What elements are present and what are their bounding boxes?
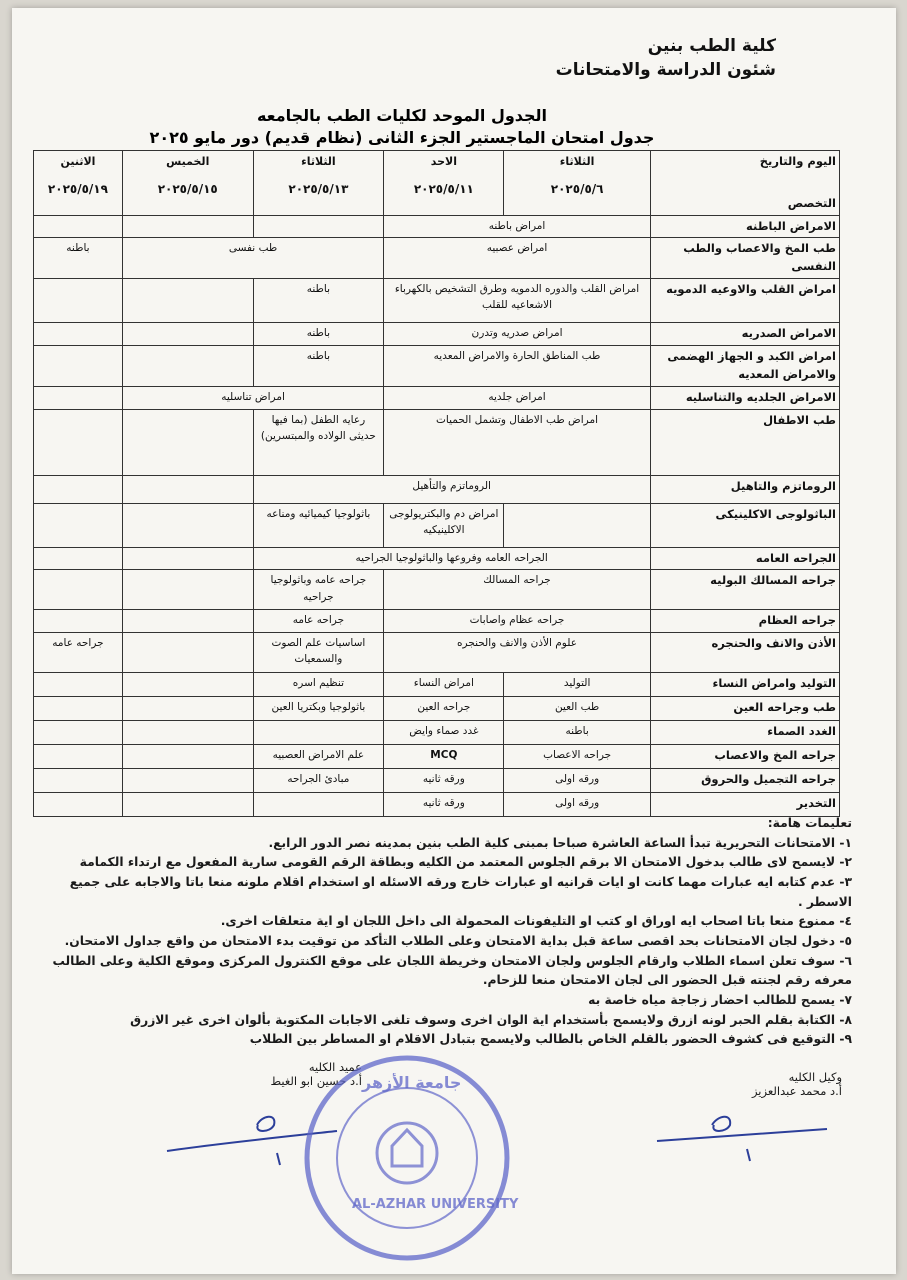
exam-cell — [34, 279, 123, 323]
exam-cell: جراحه الاعصاب — [504, 745, 650, 769]
exam-cell — [122, 697, 253, 721]
table-row — [34, 721, 840, 745]
table-row — [34, 610, 840, 633]
exam-cell: باطنه — [253, 323, 384, 346]
table-row — [34, 215, 840, 238]
exam-cell — [122, 570, 253, 610]
day-header: الخميس ٢٠٢٥/٥/١٥ — [122, 151, 253, 216]
table-row — [34, 386, 840, 409]
instruction-item: ١- الامتحانات التحريرية تبدأ الساعة العاشرة صباحا بمبنى كلية الطب بنين بمدينه نصر الدور الرابع. — [268, 835, 852, 850]
instruction-item: ٨- الكتابة بقلم الحبر لونه ازرق ولايسمح بأستخدام اية الوان اخرى وسوف تلغى الاجابات المكتوبة بألوان اخرى غير الازرق — [130, 1012, 852, 1027]
specialty-cell: امراض القلب والاوعيه الدمويه — [650, 279, 839, 323]
instruction-item: ٧- يسمح للطالب احضار زجاجة مياه خاصة به — [588, 993, 852, 1008]
specialty-cell: التخدير — [650, 793, 839, 817]
table-row — [34, 503, 840, 547]
exam-cell: باطنه — [504, 721, 650, 745]
exam-cell — [34, 769, 123, 793]
specialty-cell: التوليد وامراض النساء — [650, 673, 839, 697]
day-header: الاحد ٢٠٢٥/٥/١١ — [384, 151, 504, 216]
table-row — [34, 697, 840, 721]
schedule-subtitle: جدول امتحان الماجستير الجزء الثانى (نظام قديم) دور مايو ٢٠٢٥ — [149, 128, 655, 147]
exam-cell — [253, 215, 384, 238]
specialty-cell: الجراحه العامه — [650, 547, 839, 570]
specialty-cell: الامراض الجلديه والتناسليه — [650, 386, 839, 409]
university-stamp — [292, 1048, 522, 1268]
exam-cell — [34, 346, 123, 387]
table-row — [34, 673, 840, 697]
specialty-cell: طب الاطفال — [650, 409, 839, 475]
dean-name: أ.د حسين ابو الغيط — [270, 1074, 362, 1088]
exam-cell — [122, 346, 253, 387]
specialty-cell: الباثولوجى الاكلينيكى — [650, 503, 839, 547]
exam-cell — [122, 475, 253, 503]
exam-cell — [34, 475, 123, 503]
day-header: الاثنين ٢٠٢٥/٥/١٩ — [34, 151, 123, 216]
day-date-label: اليوم والتاريخ — [759, 154, 836, 168]
table-row — [34, 633, 840, 673]
exam-cell — [122, 610, 253, 633]
exam-cell — [122, 745, 253, 769]
instruction-item: ٢- لايسمح لاى طالب بدخول الامتحان الا برقم الجلوس المعتمد من الكليه وبطاقة الرقم القومى سارية المفعول مع ارتداء الكمامة — [79, 855, 852, 870]
exam-cell — [122, 673, 253, 697]
specialty-cell: الامراض الباطنه — [650, 215, 839, 238]
vice-dean-title: وكيل الكليه — [788, 1070, 842, 1084]
exam-cell — [253, 721, 384, 745]
exam-cell: امراض النساء — [384, 673, 504, 697]
specialty-cell: طب المخ والاعصاب والطب النفسى — [650, 238, 839, 279]
instruction-item: ٩- التوقيع فى كشوف الحضور بالقلم الخاص بالطالب ولايسمح بتبادل الاقلام او المساطر بين الطلاب — [249, 1032, 852, 1047]
exam-cell: ورقه اولى — [504, 769, 650, 793]
exam-cell — [34, 673, 123, 697]
exam-cell: امراض طب الاطفال وتشمل الحميات — [384, 409, 651, 475]
specialty-cell: الأذن والانف والحنجره — [650, 633, 839, 673]
table-row — [34, 475, 840, 503]
exam-cell — [34, 547, 123, 570]
table-row — [34, 745, 840, 769]
exam-cell: MCQ — [384, 745, 504, 769]
exam-cell — [34, 610, 123, 633]
exam-cell: جراحه عامه — [34, 633, 123, 673]
exam-cell: جراحه عامه — [253, 610, 384, 633]
exam-cell: ورقه ثانيه — [384, 793, 504, 817]
exam-cell: امراض صدريه وتدرن — [384, 323, 651, 346]
exam-cell: جراحه المسالك — [384, 570, 651, 610]
exam-cell: باطنه — [34, 238, 123, 279]
exam-schedule-page — [12, 8, 896, 1274]
exam-cell: الجراحه العامه وفروعها والباثولوجيا الجراحيه — [253, 547, 650, 570]
exam-cell — [122, 279, 253, 323]
exam-cell — [122, 633, 253, 673]
exam-cell: امراض عصبيه — [384, 238, 651, 279]
exam-cell — [122, 769, 253, 793]
day-header: الثلاثاء ٢٠٢٥/٥/٦ — [504, 151, 650, 216]
exam-cell: مبادئ الجراحه — [253, 769, 384, 793]
day-header: الثلاثاء ٢٠٢٥/٥/١٣ — [253, 151, 384, 216]
exam-cell: جراحه العين — [384, 697, 504, 721]
exam-cell: امراض تناسليه — [122, 386, 383, 409]
exam-cell: التوليد — [504, 673, 650, 697]
exam-cell — [122, 547, 253, 570]
exam-cell — [34, 386, 123, 409]
instruction-item: ٣- عدم كتابه ايه عبارات مهما كانت او ايات قرانيه او عبارات خارج ورقه الاسئله او استخدام اقلام ملونه منعا باتا والاجابه على جميع الاسطر . — [69, 875, 852, 909]
exam-cell: امراض دم والبكتريولوجى الاكلينيكيه — [384, 503, 504, 547]
exam-cell: باطنه — [253, 279, 384, 323]
specialty-cell: الغدد الصماء — [650, 721, 839, 745]
table-row — [34, 238, 840, 279]
exam-cell — [34, 409, 123, 475]
table-row — [34, 409, 840, 475]
exam-cell: باثولوجيا وبكتريا العين — [253, 697, 384, 721]
exam-cell — [34, 215, 123, 238]
table-row — [34, 346, 840, 387]
exam-cell — [34, 697, 123, 721]
specialty-cell: جراحه العظام — [650, 610, 839, 633]
exam-cell: رعايه الطفل (بما فيها حديثى الولاده والمبتسرين) — [253, 409, 384, 475]
table-header-row — [34, 151, 840, 216]
stamp-arabic-text: جامعة الأزهر — [362, 1073, 462, 1092]
exam-table — [33, 150, 840, 817]
exam-cell: جراحه عامه وباثولوجيا جراحيه — [253, 570, 384, 610]
vice-dean-name: أ.د محمد عبدالعزيز — [751, 1084, 842, 1098]
table-row — [34, 570, 840, 610]
vice-dean-signature-block — [702, 1070, 842, 1098]
table-row — [34, 279, 840, 323]
exam-cell: طب المناطق الحارة والامراض المعديه — [384, 346, 651, 387]
exam-cell: باطنه — [253, 346, 384, 387]
schedule-title: الجدول الموحد لكليات الطب بالجامعه — [256, 106, 548, 125]
exam-cell: طب نفسى — [122, 238, 383, 279]
table-row — [34, 547, 840, 570]
exam-cell: الروماتزم والتأهيل — [253, 475, 650, 503]
exam-cell: امراض القلب والدوره الدمويه وطرق التشخيص بالكهرباء الاشعاعيه للقلب — [384, 279, 651, 323]
instructions-block — [52, 814, 852, 1050]
specialty-cell: امراض الكبد و الجهاز الهضمى والامراض المعديه — [650, 346, 839, 387]
table-row — [34, 323, 840, 346]
exam-cell: غدد صماء وايض — [384, 721, 504, 745]
specialty-cell: جراحه المسالك البوليه — [650, 570, 839, 610]
exam-cell: تنظيم اسره — [253, 673, 384, 697]
specialty-cell: جراحه المخ والاعصاب — [650, 745, 839, 769]
table-row — [34, 769, 840, 793]
instruction-item: ٥- دخول لجان الامتحانات بحد اقصى ساعة قبل بداية الامتحان وعلى الطلاب التأكد من توقيت بدء الامتحان من واقع جداول الامتحان. — [64, 934, 852, 949]
specialty-label: التخصص — [787, 195, 836, 210]
exam-cell: علوم الأذن والانف والحنجره — [384, 633, 651, 673]
faculty-name: كلية الطب بنين — [647, 36, 776, 56]
exam-cell — [504, 503, 650, 547]
exam-cell: امراض جلديه — [384, 386, 651, 409]
department-name: شئون الدراسة والامتحانات — [555, 60, 776, 80]
exam-cell — [34, 503, 123, 547]
specialty-cell: طب وجراحه العين — [650, 697, 839, 721]
specialty-cell: الروماتزم والتاهيل — [650, 475, 839, 503]
exam-cell: امراض باطنه — [384, 215, 651, 238]
exam-cell: ورقه اولى — [504, 793, 650, 817]
exam-cell — [34, 745, 123, 769]
exam-cell: جراحه عظام واصابات — [384, 610, 651, 633]
instruction-item: ٦- سوف تعلن اسماء الطلاب وارقام الجلوس ولجان الامتحان وخريطة اللجان على موقع الكنترول المركزى وموقع الكلية وعلى الطالب معرفه رقم لجنته قبل الحضور الى لجان الامتحان منعا للزحام. — [52, 953, 852, 988]
exam-cell — [122, 323, 253, 346]
specialty-cell: الامراض الصدريه — [650, 323, 839, 346]
specialty-cell: جراحه التجميل والحروق — [650, 769, 839, 793]
instructions-heading: تعليمات هامة: — [767, 816, 852, 830]
exam-cell — [34, 721, 123, 745]
exam-cell — [122, 215, 253, 238]
dean-title: عميد الكليه — [308, 1060, 362, 1074]
exam-cell: علم الامراض العصبيه — [253, 745, 384, 769]
instruction-item: ٤- ممنوع منعا باتا اصحاب ايه اوراق او كتب او التليفونات المحمولة الى داخل اللجان او اية متعلقات اخرى. — [220, 914, 852, 929]
exam-cell: باثولوجيا كيميائيه ومناعه — [253, 503, 384, 547]
exam-cell: اساسيات علم الصوت والسمعيات — [253, 633, 384, 673]
exam-cell — [122, 503, 253, 547]
exam-cell: طب العين — [504, 697, 650, 721]
stamp-english-text: AL-AZHAR UNIVERSITY — [352, 1197, 519, 1212]
exam-cell — [122, 409, 253, 475]
vice-dean-signature-scribble — [652, 1103, 832, 1173]
exam-cell — [34, 323, 123, 346]
exam-cell — [34, 570, 123, 610]
corner-cell — [650, 151, 839, 216]
exam-cell: ورقه ثانيه — [384, 769, 504, 793]
exam-cell — [122, 721, 253, 745]
